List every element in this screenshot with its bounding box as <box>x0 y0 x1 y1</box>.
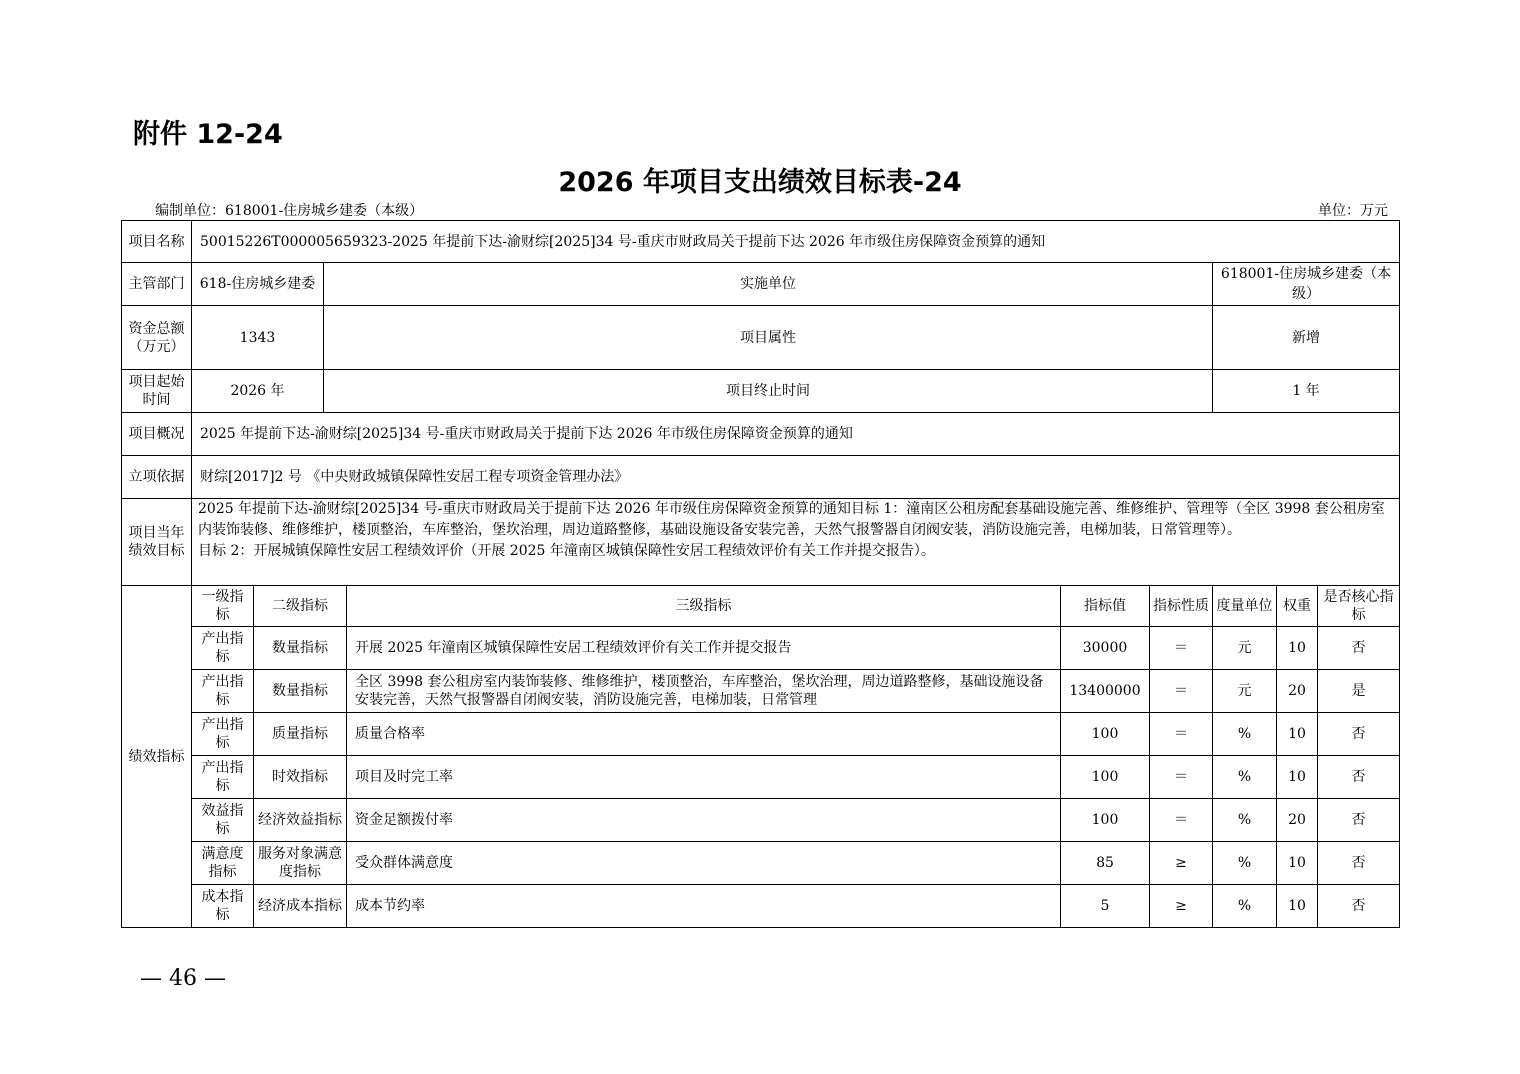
row-period <box>122 370 1400 413</box>
table-row <box>122 885 1400 928</box>
cell-unit: % <box>1213 885 1277 928</box>
goal-2: 目标 2：开展城镇保障性安居工程绩效评价（开展 2025 年潼南区城镇保障性安居工程绩效评价有关工作并提交报告）。 <box>198 543 935 559</box>
document-title: 2026 年项目支出绩效目标表-24 <box>558 167 962 198</box>
cell-weight: 10 <box>1277 627 1318 670</box>
table-row <box>122 670 1400 713</box>
cell-value: 30000 <box>1061 627 1150 670</box>
row-funds <box>122 306 1400 370</box>
cell-l1: 效益指标 <box>192 799 254 842</box>
cell-weight: 10 <box>1277 842 1318 885</box>
attr-label: 项目属性 <box>324 306 1213 370</box>
overview-value: 2025 年提前下达-渝财综[2025]34 号-重庆市财政局关于提前下达 2026 年市级住房保障资金预算的通知 <box>192 413 1400 456</box>
attr-value: 新增 <box>1213 306 1400 370</box>
cell-nature: ＝ <box>1150 799 1213 842</box>
basis-value: 财综[2017]2 号 《中央财政城镇保障性安居工程专项资金管理办法》 <box>192 456 1400 499</box>
table-row <box>122 627 1400 670</box>
cell-l2: 数量指标 <box>254 670 347 713</box>
cell-l3: 受众群体满意度 <box>347 842 1061 885</box>
project-name-label: 项目名称 <box>122 221 192 263</box>
cell-nature: ≥ <box>1150 885 1213 928</box>
cell-l3: 质量合格率 <box>347 713 1061 756</box>
cell-unit: % <box>1213 842 1277 885</box>
cell-core: 否 <box>1318 627 1400 670</box>
row-project-name <box>122 221 1400 263</box>
project-name-value: 50015226T000005659323-2025 年提前下达-渝财综[2025]34 号-重庆市财政局关于提前下达 2026 年市级住房保障资金预算的通知 <box>192 221 1400 263</box>
cell-unit: % <box>1213 799 1277 842</box>
goal-text <box>192 499 1400 586</box>
start-value: 2026 年 <box>192 370 324 413</box>
indicator-header-row <box>122 586 1400 627</box>
header-l3: 三级指标 <box>347 586 1061 627</box>
impl-label: 实施单位 <box>324 263 1213 306</box>
cell-core: 否 <box>1318 756 1400 799</box>
cell-unit: 元 <box>1213 670 1277 713</box>
dept-value: 618-住房城乡建委 <box>192 263 324 306</box>
cell-l1: 产出指标 <box>192 756 254 799</box>
performance-table <box>121 220 1400 928</box>
row-goals <box>122 499 1400 586</box>
currency-unit: 单位：万元 <box>1318 203 1388 219</box>
header-l1: 一级指标 <box>192 586 254 627</box>
row-overview <box>122 413 1400 456</box>
cell-l2: 服务对象满意度指标 <box>254 842 347 885</box>
page-number: — 46 — <box>140 966 226 991</box>
dept-label: 主管部门 <box>122 263 192 306</box>
basis-label: 立项依据 <box>122 456 192 499</box>
cell-weight: 20 <box>1277 670 1318 713</box>
header-weight: 权重 <box>1277 586 1318 627</box>
cell-l1: 产出指标 <box>192 713 254 756</box>
cell-nature: ＝ <box>1150 756 1213 799</box>
cell-weight: 10 <box>1277 756 1318 799</box>
start-label: 项目起始时间 <box>122 370 192 413</box>
cell-l3: 成本节约率 <box>347 885 1061 928</box>
cell-l1: 成本指标 <box>192 885 254 928</box>
impl-value: 618001-住房城乡建委（本级） <box>1213 263 1400 306</box>
cell-value: 13400000 <box>1061 670 1150 713</box>
header-nature: 指标性质 <box>1150 586 1213 627</box>
cell-value: 100 <box>1061 799 1150 842</box>
funds-label: 资金总额（万元） <box>122 306 192 370</box>
cell-nature: ＝ <box>1150 670 1213 713</box>
cell-core: 否 <box>1318 885 1400 928</box>
header-value: 指标值 <box>1061 586 1150 627</box>
cell-weight: 10 <box>1277 885 1318 928</box>
header-core: 是否核心指标 <box>1318 586 1400 627</box>
overview-label: 项目概况 <box>122 413 192 456</box>
table-row <box>122 799 1400 842</box>
cell-l1: 产出指标 <box>192 670 254 713</box>
cell-l3: 资金足额拨付率 <box>347 799 1061 842</box>
attachment-label: 附件 12-24 <box>133 119 283 150</box>
cell-value: 85 <box>1061 842 1150 885</box>
indicator-group-label: 绩效指标 <box>122 586 192 928</box>
cell-unit: % <box>1213 713 1277 756</box>
cell-nature: ＝ <box>1150 627 1213 670</box>
cell-l2: 数量指标 <box>254 627 347 670</box>
cell-l2: 经济效益指标 <box>254 799 347 842</box>
end-label: 项目终止时间 <box>324 370 1213 413</box>
cell-l2: 时效指标 <box>254 756 347 799</box>
cell-l3: 项目及时完工率 <box>347 756 1061 799</box>
cell-l3: 全区 3998 套公租房室内装饰装修、维修维护，楼顶整治，车库整治，堡坎治理，周边道路整修，基础设施设备安装完善，天然气报警器自闭阀安装，消防设施完善，电梯加装，日常管理 <box>347 670 1061 713</box>
cell-value: 100 <box>1061 756 1150 799</box>
cell-l1: 产出指标 <box>192 627 254 670</box>
cell-unit: 元 <box>1213 627 1277 670</box>
goal-label: 项目当年绩效目标 <box>122 499 192 586</box>
cell-nature: ≥ <box>1150 842 1213 885</box>
cell-unit: % <box>1213 756 1277 799</box>
table-row <box>122 842 1400 885</box>
cell-l3: 开展 2025 年潼南区城镇保障性安居工程绩效评价有关工作并提交报告 <box>347 627 1061 670</box>
row-basis <box>122 456 1400 499</box>
cell-value: 100 <box>1061 713 1150 756</box>
cell-core: 否 <box>1318 799 1400 842</box>
cell-core: 否 <box>1318 842 1400 885</box>
cell-l2: 质量指标 <box>254 713 347 756</box>
cell-core: 否 <box>1318 713 1400 756</box>
cell-value: 5 <box>1061 885 1150 928</box>
header-unit: 度量单位 <box>1213 586 1277 627</box>
goal-1: 2025 年提前下达-渝财综[2025]34 号-重庆市财政局关于提前下达 2026 年市级住房保障资金预算的通知目标 1：潼南区公租房配套基础设施完善、维修维护、管理等（全区 3998 套公租房室内装饰装修、维修维护，楼顶整治，车库整治，堡坎治理，周边道路整修，基础设施设备安装完善，天然气报警器自闭阀安装，消防设施完善，电梯加装，日常管理等）。 <box>198 501 1385 538</box>
cell-weight: 10 <box>1277 713 1318 756</box>
compiler-unit: 编制单位：618001-住房城乡建委（本级） <box>155 203 424 219</box>
row-department <box>122 263 1400 306</box>
end-value: 1 年 <box>1213 370 1400 413</box>
funds-value: 1343 <box>192 306 324 370</box>
cell-core: 是 <box>1318 670 1400 713</box>
cell-l1: 满意度指标 <box>192 842 254 885</box>
table-row <box>122 713 1400 756</box>
cell-weight: 20 <box>1277 799 1318 842</box>
cell-nature: ＝ <box>1150 713 1213 756</box>
header-l2: 二级指标 <box>254 586 347 627</box>
cell-l2: 经济成本指标 <box>254 885 347 928</box>
table-row <box>122 756 1400 799</box>
